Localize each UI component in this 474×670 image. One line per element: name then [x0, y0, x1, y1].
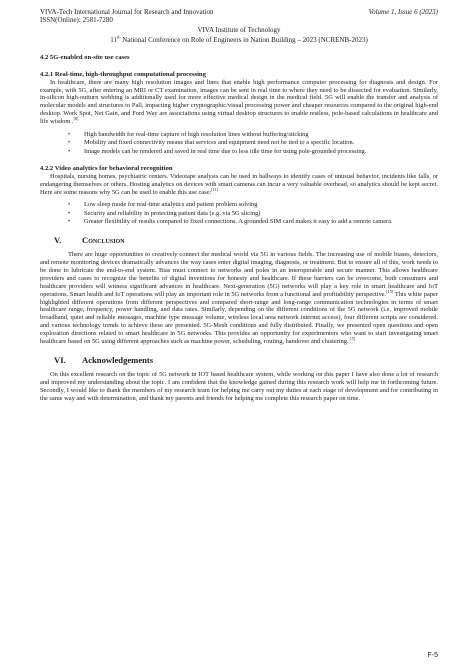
paragraph: In healthcare, there are many high resolution images and lines that enable high performance computer processing for diagnosis and design. For example, with 5G, after entering an MRI or CT examination, images can be sent in real time to where they need to be dissected for evaluation. Similarly, in-silicon high-outturn webbing is additionally used for more effective medical design in the medical field. 5G will enable the transfer and analysis of molecular models and structures to Pall, impacting higher cryptographic/visual processing power and cheaper resources compared to the original high-end desktop. Work Spot, Net Gain, and Ford Way are associations using virtual desktop structures to enable restless, pole-based calculations in healthcare and life wisdom .[8]	[40, 78, 438, 126]
list-item: • Greater flexibility of results compared to fixed connections. A grounded SIM card makes it easy to add a remote camera.	[68, 218, 393, 226]
paragraph: Hospitals, nursing homes, psychiatric centers. Videotape analysis can be used in hallways to identify cases of unusual behavior, incidents like falls, or endangering themselves or others. Hosting analytics on devices with smart cameras can incur a very valuable overhead, so analytics should be kept secret. Here are some reasons why 5G can be used to enable this use case:[11]	[40, 172, 438, 196]
section-heading-acknowledgements: VI. Acknowledgements	[54, 355, 154, 365]
subsection-heading-4-2-1: 4.2.1 Real-time, high-throughput computational processing	[40, 70, 206, 78]
list-item: • Mobility and fixed connectivity means that services and equipment need not be tied to a specific location.	[68, 139, 355, 147]
list-item: • Security and reliability in protecting patient data (e.g. via 5G slicing)	[68, 209, 261, 217]
section-heading-4-2: 4.2 5G-enabled on-site use cases	[40, 53, 130, 61]
list-item: • Low sleep mode for real-time analytics and patient problem solving	[68, 201, 258, 209]
bullet-list	[40, 131, 438, 156]
section-heading-conclusion: V. Conclusion	[54, 235, 125, 246]
paragraph: On this excellent research on the topic of 5G network in IOT based healthcare system, while working on this paper I have also done a lot of research and improved my understanding about the topic. I am confident that the knowledge gained during this research work will help me in forthcoming future. Secondly, I would like to thank the members of my research team for helping me carry out my duties at each stage of development and for contributing in the same way and with determination, and thank my parents and friends for helping me complete this research paper on time.	[40, 371, 438, 402]
bullet-list	[40, 201, 438, 226]
journal-name: VIVA-Tech International Journal for Research and Innovation	[40, 8, 214, 16]
running-header	[40, 8, 438, 24]
list-item: • Image models can be rendered and saved in real time due to less idle time for using pole-grounded processing.	[68, 147, 367, 155]
issn: ISSN(Online): 2581-7280	[40, 16, 113, 24]
subsection-heading-4-2-2: 4.2.2 Video analytics for behavioral recognition	[40, 164, 173, 172]
list-item: • High bandwidth for real-time capture of high resolution lines without buffering/sticking	[68, 131, 309, 139]
institute-name: VIVA Institute of Technology	[197, 26, 281, 34]
paragraph: There are huge opportunities to creatively connect the medical world via 5G in various fields. The increasing use of mobile biases, detectors, and remote monitoring devices dramatically advances the way cases enter digital imaging, diagnosis, or treatment. But to ensure all of this, work needs to be done to lubricate the end-to-end system. Bias must connect to networks and poles in an interoperable and secure manner. This allows healthcare providers and cases to recognize the benefits of digital inventions for honesty and healthcare. If these barriers can be overcome, both consumers and healthcare providers will witness significant advances in healthcare. Next-generation (5G) networks will play a key role in smart healthcare and IoT operations. Smart health and IoT operations will play an important role in 5G networks from a functional and profitability perspective.[15] This white paper highlighted different operations from different perspectives and compared short-range and long-range communication technologies in terms of smart healthcare range, frequency, power handling, and data rates. Similarly, depending on the different conditions of the 5G network (i.e. improved mobile broadband, quiet and reliable messages, machine type message volume, wireless local area network internet access), four different scripts are considered. and various technology trends to achieve these are presented. 5G-Mesh conditions and fully distributed. Finally, we presented open questions and open exploration directions related to smart healthcare in 5G networks. This provides an opportunity for experimenters who want to start investigating smart healthcare based on 5G using different approaches such as machine power, scheduling, routing, handover and clustering. [5]	[40, 251, 438, 346]
page-number: F-5	[427, 652, 438, 659]
conference-name: 11th National Conference on Role of Engineers in Nation Building – 2023 (NCRENB-2023)	[110, 35, 368, 45]
volume-issue: Volume 1, Issue 6 (2023)	[368, 8, 438, 16]
